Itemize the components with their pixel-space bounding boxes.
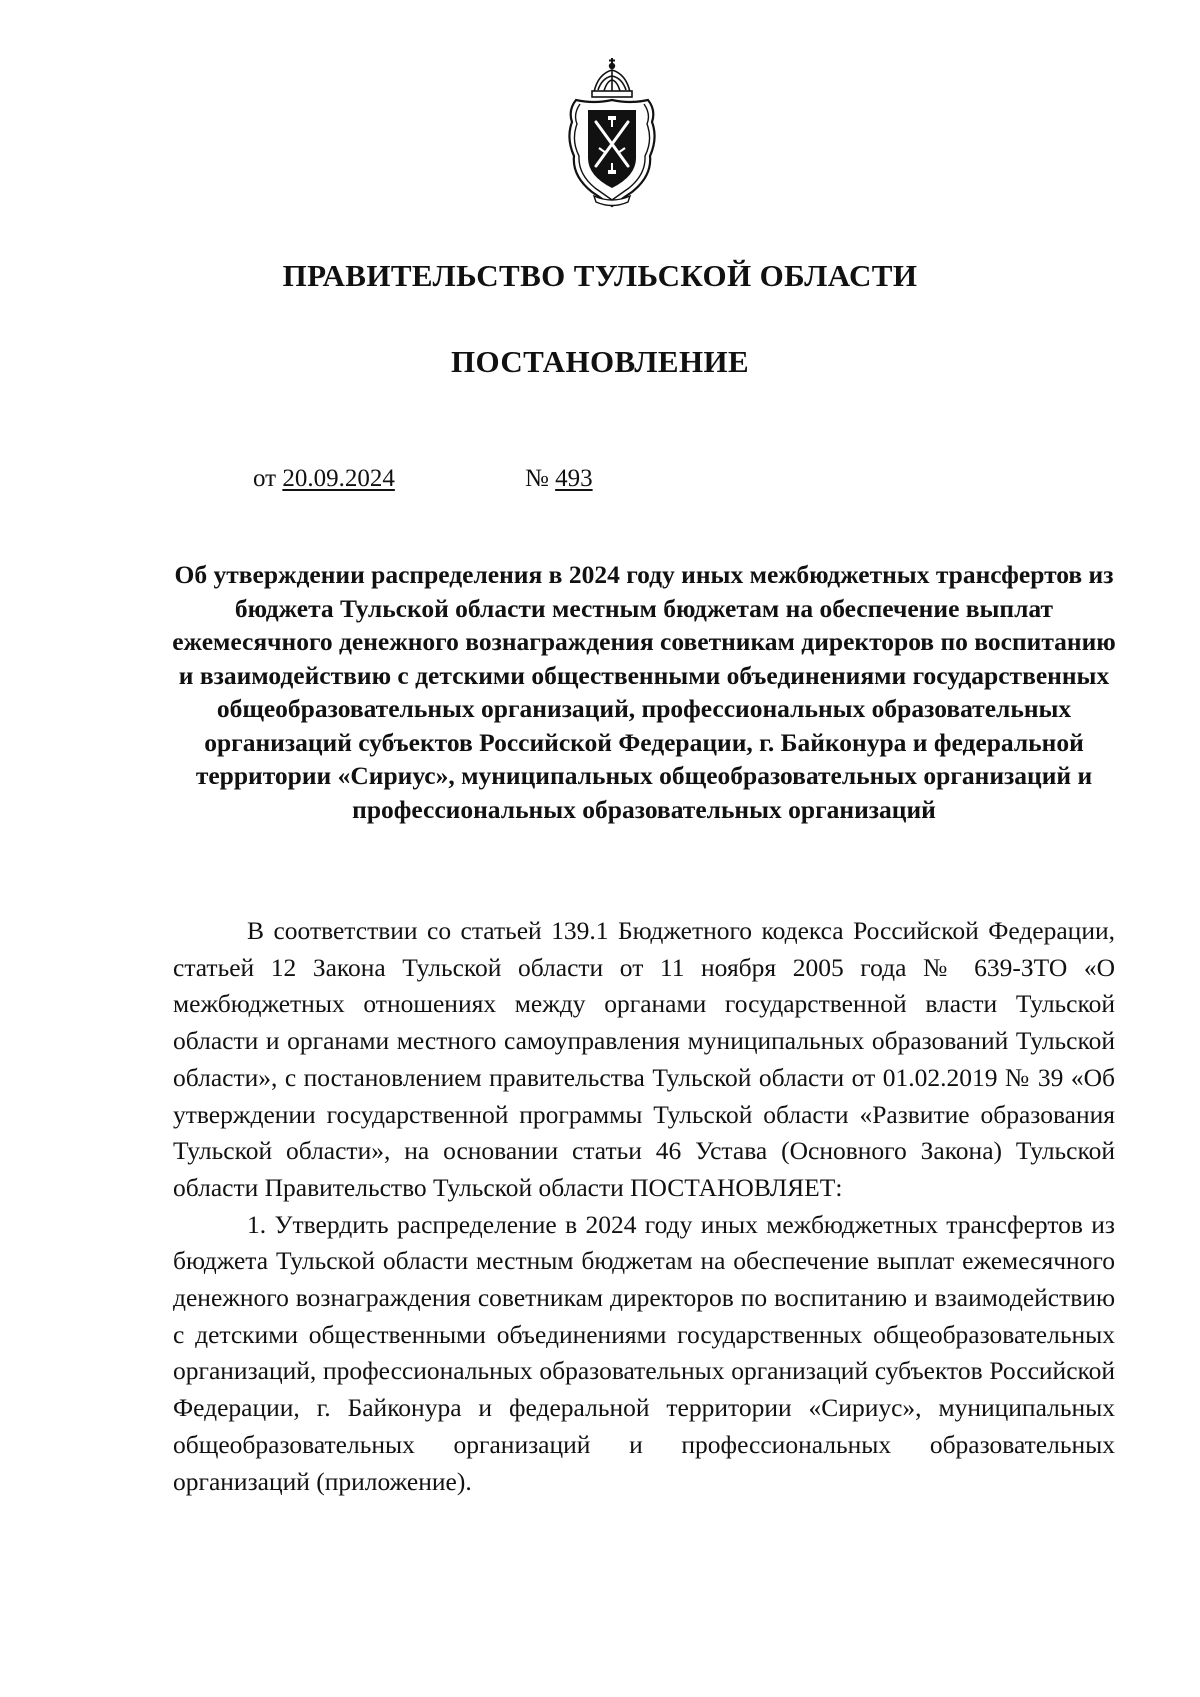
document-title: Об утверждении распределения в 2024 году иных межбюджетных трансфертов из бюджета Тульской области местным бюджетам на обеспечение выплат ежемесячного денежного вознаграждения советникам директоров по воспитанию и взаимодействию с детскими общественными объединениями государственных общеобразовательных организаций, профессиональных образовательных организаций субъектов Российской Федерации, г. Байконура и федеральной территории «Сириус», муниципальных общеобразовательных организаций и профессиональных образовательных организаций — [172, 560, 1116, 824]
preamble-paragraph: В соответствии со статьей 139.1 Бюджетного кодекса Российской Федерации, статьей 12 Закона Тульской области от 11 ноября 2005 года № 639-ЗТО «О межбюджетных отношениях между органами государственной власти Тульской области и органами местного самоуправления муниципальных образований Тульской области», с постановлением правительства Тульской области от 01.02.2019 № 39 «Об утверждении государственной программы Тульской области «Развитие образования Тульской области», на основании статьи 46 Устава (Основного Закона) Тульской области Правительство Тульской области ПОСТАНОВЛЯЕТ: — [173, 916, 1115, 1202]
date-number-line — [253, 463, 593, 495]
document-number: 493 — [555, 465, 593, 492]
date-prefix: от — [253, 465, 277, 492]
organization-name: ПРАВИТЕЛЬСТВО ТУЛЬСКОЙ ОБЛАСТИ — [282, 258, 918, 293]
document-type: ПОСТАНОВЛЕНИЕ — [450, 344, 750, 379]
number-prefix: № — [525, 465, 549, 492]
tula-coat-of-arms-icon — [558, 52, 666, 212]
item-1-paragraph: 1. Утвердить распределение в 2024 году иных межбюджетных трансфертов из бюджета Тульской области местным бюджетам на обеспечение выплат ежемесячного денежного вознаграждения советникам директоров по воспитанию и взаимодействию с детскими общественными объединениями государственных общеобразовательных организаций, профессиональных образовательных организаций субъектов Российской Федерации, г. Байконура и федеральной территории «Сириус», муниципальных общеобразовательных организаций и профессиональных образовательных организаций (приложение). — [173, 1209, 1115, 1496]
document-date: 20.09.2024 — [282, 465, 395, 492]
document-body — [173, 913, 1115, 1500]
